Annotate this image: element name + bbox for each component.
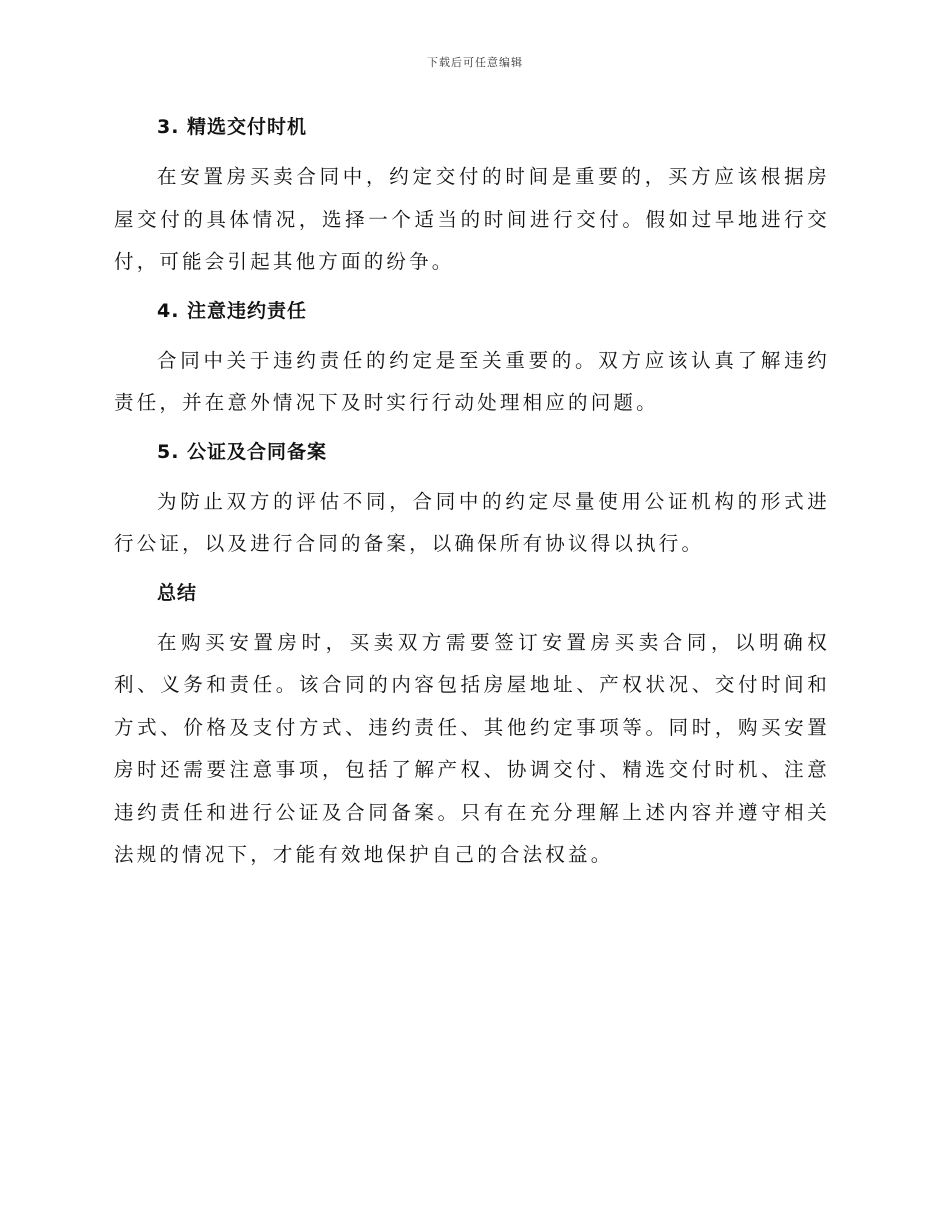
page-header: 下载后可任意编辑 bbox=[427, 56, 523, 69]
section-heading-delivery-timing: 3. 精选交付时机 bbox=[157, 116, 308, 138]
section-paragraph-summary: 在购买安置房时，买卖双方需要签订安置房买卖合同，以明确权利、义务和责任。该合同的内容包括房屋地址、产权状况、交付时间和方式、价格及支付方式、违约责任、其他约定事项等。同时，购买安置房时还需要注意事项，包括了解产权、协调交付、精选交付时机、注意违约责任和进行公证及合同备案。只有在充分理解上述内容并遵守相关法规的情况下，才能有效地保护自己的合法权益。 bbox=[114, 630, 830, 866]
section-paragraph-notarization: 为防止双方的评估不同，合同中的约定尽量使用公证机构的形式进行公证，以及进行合同的备案，以确保所有协议得以执行。 bbox=[114, 489, 830, 555]
section-heading-notarization: 5. 公证及合同备案 bbox=[157, 440, 328, 463]
section-heading-breach-liability: 4. 注意违约责任 bbox=[157, 299, 308, 322]
section-paragraph-breach-liability: 合同中关于违约责任的约定是至关重要的。双方应该认真了解违约责任，并在意外情况下及时实行行动处理相应的问题。 bbox=[114, 348, 830, 414]
section-paragraph-delivery-timing: 在安置房买卖合同中，约定交付的时间是重要的，买方应该根据房屋交付的具体情况，选择一个适当的时间进行交付。假如过早地进行交付，可能会引起其他方面的纷争。 bbox=[114, 165, 830, 273]
section-heading-summary: 总结 bbox=[157, 581, 198, 604]
document-body bbox=[114, 106, 830, 883]
